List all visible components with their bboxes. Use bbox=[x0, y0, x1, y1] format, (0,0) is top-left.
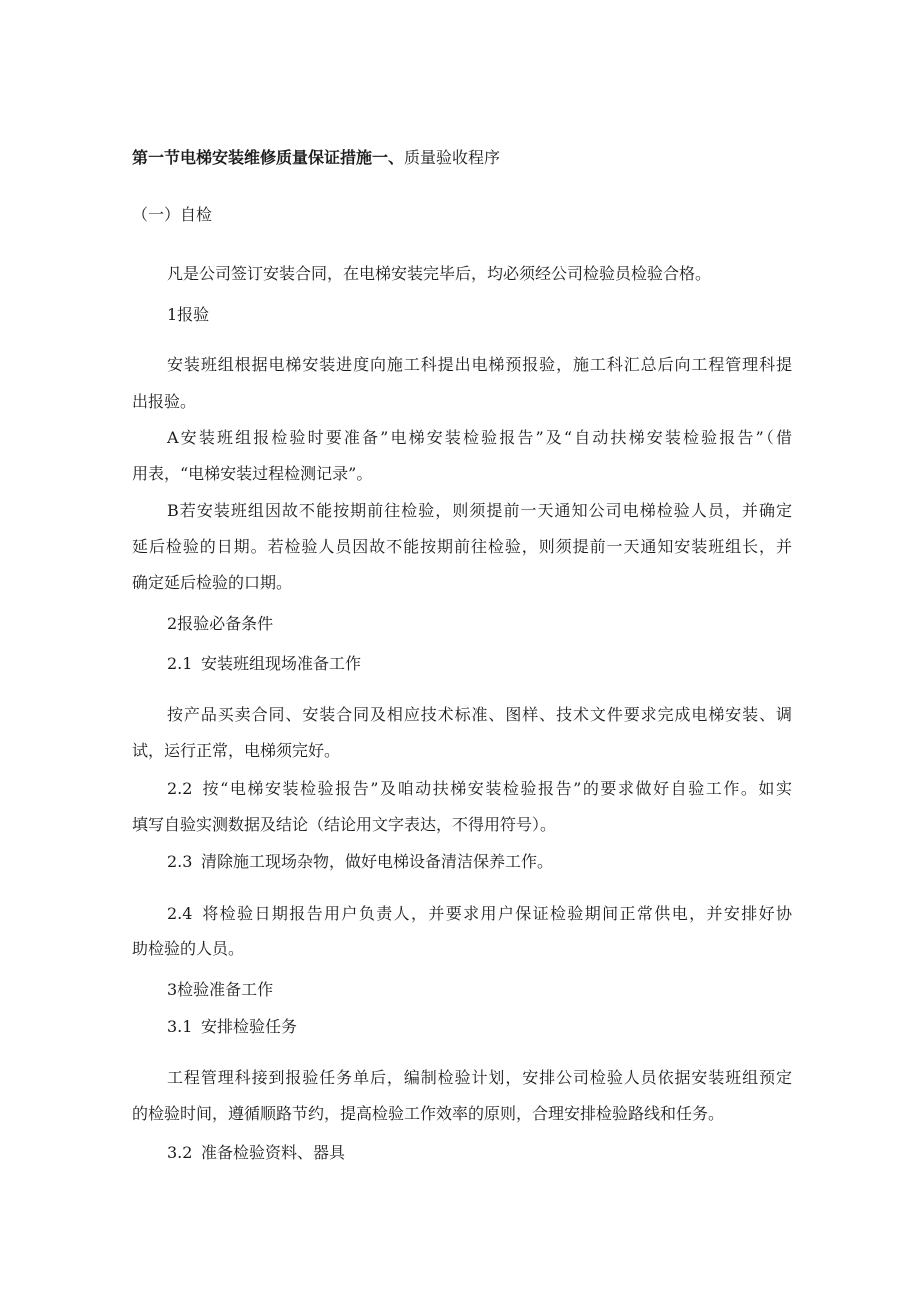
paragraph-line: 用表，“电梯安装过程检测记录”。 bbox=[132, 464, 373, 483]
paragraph-line: 按产品买卖合同、安装合同及相应技术标准、图样、技术文件要求完成电梯安装、调 bbox=[167, 705, 792, 724]
item-text: 准备检验资料、器具 bbox=[201, 1143, 346, 1162]
paragraph-line: 的检验时间，遵循顺路节约，提高检验工作效率的原则，合理安排检验路线和任务。 bbox=[132, 1104, 725, 1123]
heading-3-2 bbox=[167, 1143, 345, 1163]
paragraph-line: 延后检验的日期。若检验人员因故不能按期前往检验，则须提前一天通知安装班组长，并 bbox=[132, 537, 792, 556]
item-text: 安装班组现场准备工作 bbox=[201, 654, 362, 673]
item-2-3 bbox=[167, 852, 553, 872]
item-2-2 bbox=[167, 779, 792, 799]
paragraph-line: 安装班组根据电梯安装进度向施工科提出电梯预报验，施工科汇总后向工程管理科提 bbox=[167, 355, 792, 374]
paragraph-line: 确定延后检验的口期。 bbox=[132, 573, 293, 592]
heading-report-inspection: 1报验 bbox=[167, 305, 210, 324]
heading-conditions: 2报验必备条件 bbox=[167, 614, 274, 633]
paragraph-line: 助检验的人员。 bbox=[132, 939, 245, 958]
item-2-4 bbox=[167, 904, 792, 924]
item-text: 按“电梯安装检验报告”及咱动扶梯安装检验报告”的要求做好自验工作。如实 bbox=[201, 779, 792, 798]
subsection-heading: （一）自检 bbox=[132, 205, 213, 224]
section-title-bold: 第一节电梯安装维修质量保证措施一、 bbox=[132, 148, 405, 167]
item-text: 安排检验任务 bbox=[201, 1017, 298, 1036]
paragraph-self-check: 凡是公司签订安装合同，在电梯安装完毕后，均必须经公司检验员检验合格。 bbox=[167, 264, 712, 283]
item-number: 2.1 bbox=[167, 654, 193, 673]
paragraph-line: 出报验。 bbox=[132, 392, 197, 411]
item-number: 2.2 bbox=[167, 779, 193, 798]
item-text: 将检验日期报告用户负责人，并要求用户保证检验期间正常供电，并安排好协 bbox=[201, 904, 792, 923]
item-number: 3.2 bbox=[167, 1143, 193, 1162]
item-text: 清除施工现场杂物，做好电梯设备清洁保养工作。 bbox=[201, 852, 554, 871]
paragraph-line: 试，运行正常，电梯须完好。 bbox=[132, 741, 341, 760]
section-title bbox=[132, 148, 500, 168]
paragraph-line: B若安装班组因故不能按期前往检验，则须提前一天通知公司电梯检验人员，并确定 bbox=[167, 501, 792, 520]
paragraph-line: 工程管理科接到报验任务单后，编制检验计划，安排公司检验人员依据安装班组预定 bbox=[167, 1068, 792, 1087]
section-title-rest: 质量验收程序 bbox=[404, 148, 501, 167]
paragraph-line: A安装班组报检验时要准备”电梯安装检验报告”及“自动扶梯安装检验报告”（借 bbox=[167, 428, 792, 447]
item-number: 2.3 bbox=[167, 852, 193, 871]
heading-2-1 bbox=[167, 654, 361, 674]
heading-preparation: 3检验准备工作 bbox=[167, 980, 274, 999]
item-number: 3.1 bbox=[167, 1017, 193, 1036]
heading-3-1 bbox=[167, 1017, 297, 1037]
paragraph-line: 填写自验实测数据及结论（结论用文字表达，不得用符号）。 bbox=[132, 815, 557, 834]
item-number: 2.4 bbox=[167, 904, 193, 923]
